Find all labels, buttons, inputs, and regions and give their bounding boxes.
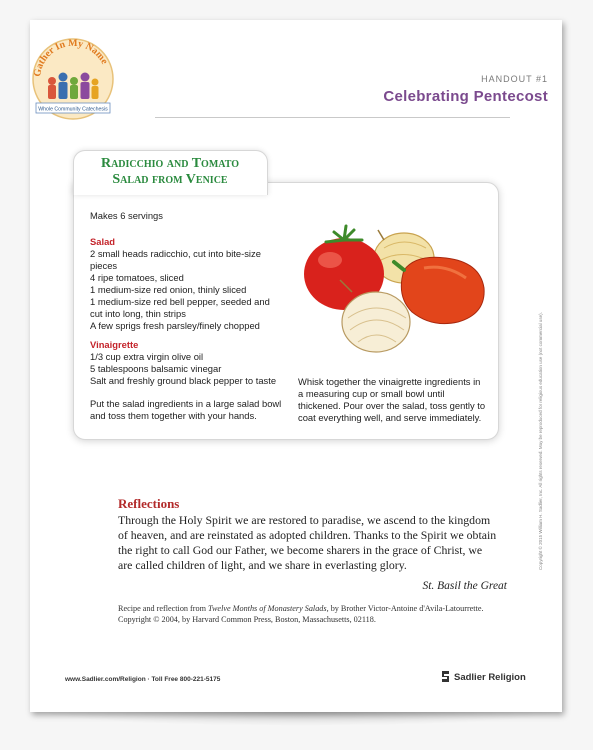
instructions-left: Put the salad ingredients in a large salad bowl and toss them together with your hands. xyxy=(90,398,282,421)
list-item: Salt and freshly ground black pepper to taste xyxy=(90,375,277,386)
list-item: 5 tablespoons balsamic vinegar xyxy=(90,363,222,374)
reflections-attribution: St. Basil the Great xyxy=(422,580,507,592)
servings-text: Makes 6 servings xyxy=(90,210,163,221)
handout-number: HANDOUT #1 xyxy=(481,74,548,84)
reflections-heading: Reflections xyxy=(118,496,180,511)
list-item: pieces xyxy=(90,260,118,271)
instructions-right: Whisk together the vinaigrette ingredients in a measuring cup or small bowl until thickened. Pour over the salad, toss gently to coat everything well, and serve immediately. xyxy=(298,376,486,423)
gather-in-my-name-logo xyxy=(30,37,116,127)
vinaigrette-heading: Vinaigrette xyxy=(90,339,139,350)
recipe-title xyxy=(80,156,260,188)
vinaigrette-ingredients-list xyxy=(90,351,305,387)
header-divider xyxy=(155,117,510,118)
page-shadow xyxy=(40,712,560,726)
list-item: A few sprigs fresh parsley/finely chopped xyxy=(90,320,260,331)
svg-text:Gather In My Name: Gather In My Name xyxy=(31,37,110,78)
handout-title: Celebrating Pentecost xyxy=(383,88,548,105)
recipe-title-line-2: Salad from Venice xyxy=(112,172,228,187)
footer-contact: www.Sadlier.com/Religion · Toll Free 800-221-5175 xyxy=(65,676,221,683)
vegetables-illustration xyxy=(296,218,492,358)
list-item: 1 medium-size red bell pepper, seeded and xyxy=(90,296,270,307)
sadlier-logo-icon xyxy=(440,670,451,683)
source-credit: Recipe and reflection from Twelve Months of Monastery Salads, by Brother Victor-Antoine d'Avila-Latourrette. Copyright © 2004, by Harvard Common Press, Boston, Massachusetts, 02118. xyxy=(118,604,484,624)
recipe-title-line-1: Radicchio and Tomato xyxy=(100,156,240,171)
list-item: 1/3 cup extra virgin olive oil xyxy=(90,351,204,362)
svg-text:Whole Community Catechesis: Whole Community Catechesis xyxy=(38,106,108,113)
copyright-vertical: Copyright © 2015 William H. Sadlier, Inc. All rights reserved. May be reproduced for religious education use (not commercial use). xyxy=(538,312,543,570)
footer-brand: Sadlier Religion xyxy=(454,672,526,683)
salad-heading: Salad xyxy=(90,236,116,247)
list-item: 2 small heads radicchio, cut into bite-size xyxy=(90,248,261,259)
reflections-body: Through the Holy Spirit we are restored to paradise, we ascend to the kingdom of heaven, and are reinstated as adopted children. Thanks to the Spirit we obtain the right to call God our Father, we become sharers in the grace of Christ, we are called children of light, and we share in everlasting glory. xyxy=(118,513,497,572)
list-item: 1 medium-size red onion, thinly sliced xyxy=(90,284,247,295)
list-item: cut into long, thin strips xyxy=(90,308,186,319)
salad-ingredients-list xyxy=(90,248,300,332)
list-item: 4 ripe tomatoes, sliced xyxy=(90,272,184,283)
